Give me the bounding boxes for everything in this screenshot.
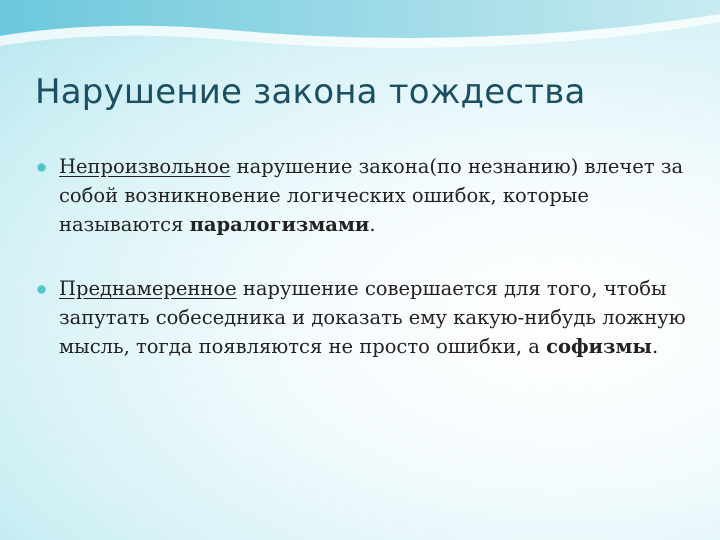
bullet-dot-icon (37, 163, 46, 172)
bullet-tail: . (651, 335, 659, 358)
bullet-key-term: софизмы (546, 335, 652, 358)
bullet-text: нарушение закона(по незнанию) влечет за собой возникновение логических ошибок, которые называются (59, 155, 684, 236)
header-wave-decoration (0, 0, 720, 60)
bullet-lead-term: Непроизвольное (59, 155, 231, 178)
bullet-lead-term: Преднамеренное (59, 277, 237, 300)
slide-title: Нарушение закона тождества (35, 72, 586, 112)
bullet-text: нарушение совершается для того, чтобы запутать собеседника и доказать ему какую-нибудь ложную мысль, тогда появляются не просто ошибки, а (59, 277, 686, 358)
bullet-list (37, 152, 697, 396)
bullet-item-intentional (37, 274, 697, 361)
bullet-item-unintentional (37, 152, 697, 239)
bullet-tail: . (369, 213, 376, 236)
bullet-dot-icon (37, 285, 46, 294)
bullet-key-term: паралогизмами (189, 213, 370, 236)
